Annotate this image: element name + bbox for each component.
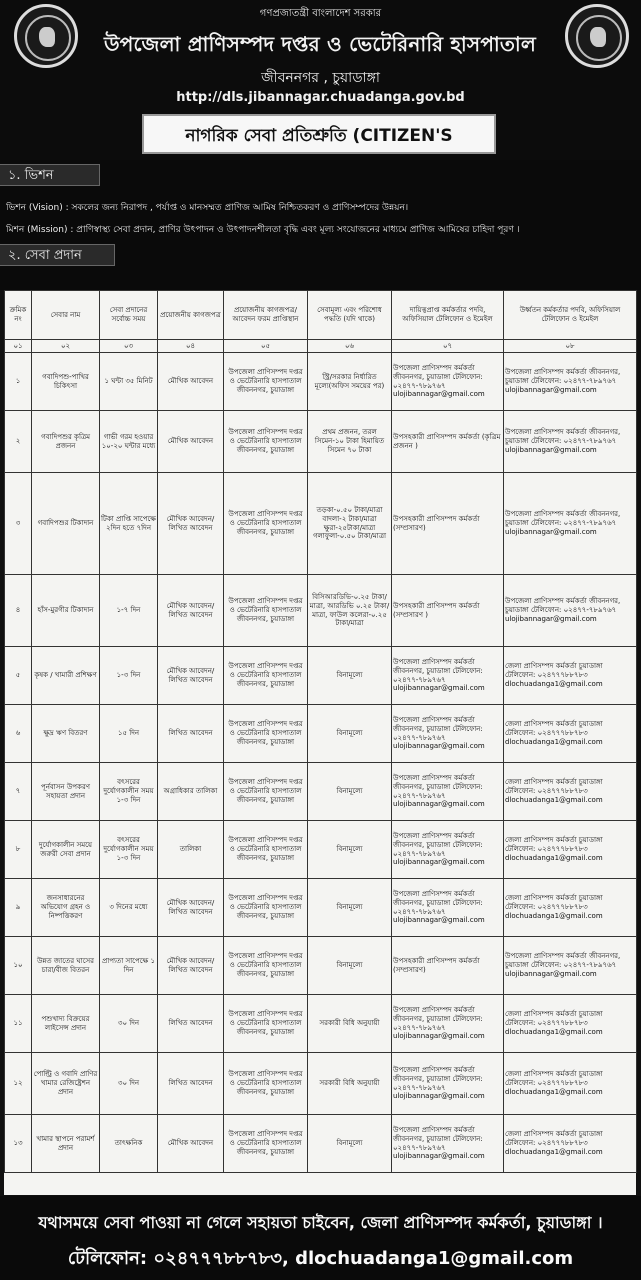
office-location: জীবননগর , চুয়াডাঙ্গা bbox=[261, 70, 380, 86]
vision-mission-section bbox=[0, 160, 641, 290]
cell-docs: তালিকা bbox=[158, 821, 224, 879]
cell-senior: জেলা প্রাণিসম্পদ কর্মকর্তা চুয়াডাঙ্গা টেলিফোন: ০২৪৭৭৭৮৮৭৮৩ dlochuadanga1@gmail.com bbox=[504, 763, 637, 821]
vision-text: ভিশন (Vision) : সকলের জন্য নিরাপদ , পর্যাপ্ত ও মানসম্মত প্রাণিজ আমিষ নিশ্চিতকরণ ও প্রাণিসম্পদের উন্নয়ন। bbox=[6, 203, 409, 213]
cell-fee: বিনামূল্যে bbox=[308, 705, 392, 763]
cell-time: ৩০ দিন bbox=[100, 995, 158, 1053]
cell-where: উপজেলা প্রাণিসম্পদ দপ্তর ও ভেটেরিনারি হাসপাতাল জীবননগর, চুয়াডাঙ্গা bbox=[224, 411, 308, 473]
cell-docs: মৌখিক আবেদন/ লিখিত আবেদন bbox=[158, 937, 224, 995]
website-url[interactable]: http://dls.jibannagar.chuadanga.gov.bd bbox=[176, 90, 465, 105]
cell-sl: ৮ bbox=[5, 821, 32, 879]
table-header-row bbox=[5, 291, 637, 340]
service-table bbox=[4, 290, 637, 1173]
cell-time: ১-৩ দিন bbox=[100, 647, 158, 705]
cell-docs: মৌখিক আবেদন bbox=[158, 411, 224, 473]
cell-fee: বিনামূল্যে bbox=[308, 879, 392, 937]
cell-time: বৎসরের দুর্যোগকালীন সময় ১-৩ দিন bbox=[100, 821, 158, 879]
cell-senior: জেলা প্রাণিসম্পদ কর্মকর্তা চুয়াডাঙ্গা টেলিফোন: ০২৪৭৭৭৮৮৭৮৩ dlochuadanga1@gmail.com bbox=[504, 1115, 637, 1173]
cell-senior: উপজেলা প্রাণিসম্পদ কর্মকর্তা জীবননগর, চুয়াডাঙ্গা টেলিফোন: ০২৪৭৭-৭৮৯৭৬৭ ulojibannagar@gmail.com bbox=[504, 353, 637, 411]
cell-fee: বিনামূল্যে bbox=[308, 821, 392, 879]
col-header: উর্ধ্বতন কর্মকর্তার পদবি, অফিসিয়াল টেলিফোন ও ইমেইল bbox=[504, 291, 637, 340]
cell-fee: বিনামূল্যে bbox=[308, 763, 392, 821]
column-number-row bbox=[5, 340, 637, 353]
cell-where: উপজেলা প্রাণিসম্পদ দপ্তর ও ভেটেরিনারি হাসপাতাল জীবননগর, চুয়াডাঙ্গা bbox=[224, 821, 308, 879]
cell-officer: উপজেলা প্রাণিসম্পদ কর্মকর্তা জীবননগর, চুয়াডাঙ্গা টেলিফোন: ০২৪৭৭-৭৮৯৭৬৭ ulojibannagar@gmail.com bbox=[392, 763, 504, 821]
service-heading: ২. সেবা প্রদান bbox=[0, 244, 115, 266]
cell-senior: জেলা প্রাণিসম্পদ কর্মকর্তা চুয়াডাঙ্গা টেলিফোন: ০২৪৭৭৭৮৮৭৮৩ dlochuadanga1@gmail.com bbox=[504, 879, 637, 937]
col-number: ০৮ bbox=[504, 340, 637, 353]
cell-docs: মৌখিক আবেদন/ লিখিত আবেদন bbox=[158, 473, 224, 575]
cell-senior: উপজেলা প্রাণিসম্পদ কর্মকর্তা জীবননগর, চুয়াডাঙ্গা টেলিফোন: ০২৪৭৭-৭৮৯৭৬৭ ulojibannagar@gmail.com bbox=[504, 473, 637, 575]
cell-time: গাভী গরম হওয়ার ১০-২০ ঘন্টার মধ্যে bbox=[100, 411, 158, 473]
col-number: ০৫ bbox=[224, 340, 308, 353]
cell-where: উপজেলা প্রাণিসম্পদ দপ্তর ও ভেটেরিনারি হাসপাতাল জীবননগর, চুয়াডাঙ্গা bbox=[224, 1115, 308, 1173]
footer-contact: টেলিফোন: ০২৪৭৭৭৮৮৭৮৩, dlochuadanga1@gmail.com bbox=[67, 1248, 574, 1269]
cell-time: প্রাপ্যতা সাপেক্ষে ১ দিন bbox=[100, 937, 158, 995]
cell-name: ক্ষুদ্র ঋণ বিতরণ bbox=[32, 705, 100, 763]
cell-time: ৩ দিনের মধ্যে bbox=[100, 879, 158, 937]
col-number: ০৭ bbox=[392, 340, 504, 353]
cell-where: উপজেলা প্রাণিসম্পদ দপ্তর ও ভেটেরিনারি হাসপাতাল জীবননগর, চুয়াডাঙ্গা bbox=[224, 647, 308, 705]
cell-name: গবাদিপশু-পাখির চিকিৎসা bbox=[32, 353, 100, 411]
table-body bbox=[5, 353, 637, 1173]
cell-name: পোল্ট্রি ও গবাদি প্রাণির খামার রেজিষ্ট্রেশন প্রদান bbox=[32, 1053, 100, 1115]
table-row bbox=[5, 763, 637, 821]
cell-time: তাৎক্ষনিক bbox=[100, 1115, 158, 1173]
cell-officer: উপজেলা প্রাণিসম্পদ কর্মকর্তা জীবননগর, চুয়াডাঙ্গা টেলিফোন: ০২৪৭৭-৭৮৯৭৬৭ ulojibannagar@gmail.com bbox=[392, 1115, 504, 1173]
cell-name: পূর্নবাসন উপকরণ সহায়তা প্রদান bbox=[32, 763, 100, 821]
table-row bbox=[5, 879, 637, 937]
cell-name: গবাদিপশুর কৃত্রিম প্রজনন bbox=[32, 411, 100, 473]
cell-officer: উপসহকারী প্রাণিসম্পদ কর্মকর্তা (সম্প্রসারণ ) bbox=[392, 575, 504, 647]
cell-officer: উপজেলা প্রাণিসম্পদ কর্মকর্তা জীবননগর, চুয়াডাঙ্গা টেলিফোন: ০২৪৭৭-৭৮৯৭৬৭ ulojibannagar@gmail.com bbox=[392, 353, 504, 411]
cell-docs: মৌখিক আবেদন/ লিখিত আবেদন bbox=[158, 647, 224, 705]
cell-where: উপজেলা প্রাণিসম্পদ দপ্তর ও ভেটেরিনারি হাসপাতাল জীবননগর, চুয়াডাঙ্গা bbox=[224, 705, 308, 763]
cell-time: টিকা প্রাপ্তি সাপেক্ষে ২দিন হতে ৭দিন bbox=[100, 473, 158, 575]
cell-senior: উপজেলা প্রাণিসম্পদ কর্মকর্তা জীবননগর, চুয়াডাঙ্গা টেলিফোন: ০২৪৭৭-৭৮৯৭৬৭ ulojibannagar@gmail.com bbox=[504, 411, 637, 473]
cell-officer: উপসহকারী প্রাণিসম্পদ কর্মকর্তা (সম্প্রসারণ) bbox=[392, 473, 504, 575]
col-header: দায়িত্বপ্রাপ্ত কর্মকর্তার পদবি, অফিসিয়াল টেলিফোন ও ইমেইল bbox=[392, 291, 504, 340]
cell-officer: উপজেলা প্রাণিসম্পদ কর্মকর্তা জীবননগর, চুয়াডাঙ্গা টেলিফোন: ০২৪৭৭-৭৮৯৭৬৭ ulojibannagar@gmail.com bbox=[392, 705, 504, 763]
table-row bbox=[5, 647, 637, 705]
cell-sl: ১ bbox=[5, 353, 32, 411]
col-header: সেবা প্রদানের সর্বোচ্চ সময় bbox=[100, 291, 158, 340]
table-row bbox=[5, 821, 637, 879]
cell-time: ১৫ দিন bbox=[100, 705, 158, 763]
cell-officer: উপজেলা প্রাণিসম্পদ কর্মকর্তা জীবননগর, চুয়াডাঙ্গা টেলিফোন: ০২৪৭৭-৭৮৯৭৬৭ ulojibannagar@gmail.com bbox=[392, 647, 504, 705]
government-title: গণপ্রজাতন্ত্রী বাংলাদেশ সরকার bbox=[259, 8, 382, 19]
cell-sl: ১১ bbox=[5, 995, 32, 1053]
cell-where: উপজেলা প্রাণিসম্পদ দপ্তর ও ভেটেরিনারি হাসপাতাল জীবননগর, চুয়াডাঙ্গা bbox=[224, 995, 308, 1053]
cell-docs: লিখিত আবেদন bbox=[158, 1053, 224, 1115]
cell-sl: ৩ bbox=[5, 473, 32, 575]
cell-where: উপজেলা প্রাণিসম্পদ দপ্তর ও ভেটেরিনারি হাসপাতাল জীবননগর, চুয়াডাঙ্গা bbox=[224, 353, 308, 411]
cell-fee: প্রথম প্রজনন, তরল সিমেন-১০ টাকা হিমায়িত সিমেন ৭০ টাকা bbox=[308, 411, 392, 473]
footer-help-text: যথাসময়ে সেবা পাওয়া না গেলে সহায়তা চাইবেন, জেলা প্রাণিসম্পদ কর্মকর্তা, চুয়াডাঙ্গা । bbox=[38, 1213, 603, 1232]
table-row bbox=[5, 937, 637, 995]
cell-docs: মৌখিক আবেদন bbox=[158, 353, 224, 411]
cell-where: উপজেলা প্রাণিসম্পদ দপ্তর ও ভেটেরিনারি হাসপাতাল জীবননগর, চুয়াডাঙ্গা bbox=[224, 879, 308, 937]
cell-fee: বিনামূল্যে bbox=[308, 937, 392, 995]
cell-sl: ৫ bbox=[5, 647, 32, 705]
table-row bbox=[5, 1115, 637, 1173]
table-row bbox=[5, 995, 637, 1053]
cell-sl: ১৩ bbox=[5, 1115, 32, 1173]
cell-senior: জেলা প্রাণিসম্পদ কর্মকর্তা চুয়াডাঙ্গা টেলিফোন: ০২৪৭৭৭৮৮৭৮৩ dlochuadanga1@gmail.com bbox=[504, 995, 637, 1053]
cell-fee: বিসিআরডিভি-০.২৫ টাকা/মাত্রা, আরডিভি ০.২৫ টাকা/মাত্রা, ফাউল কলেরা-০.২৫ টাকা/মাত্রা bbox=[308, 575, 392, 647]
cell-sl: ৯ bbox=[5, 879, 32, 937]
cell-fee: সরকারী বিধি অনুযায়ী bbox=[308, 995, 392, 1053]
table-row bbox=[5, 353, 637, 411]
cell-name: কৃষক / খামারী প্রশিক্ষণ bbox=[32, 647, 100, 705]
cell-docs: মৌখিক আবেদন/ লিখিত আবেদন bbox=[158, 879, 224, 937]
cell-fee: স্ট্রি/সরকার নির্ধারিত মূল্যে(অফিস সময়ের পর) bbox=[308, 353, 392, 411]
cell-fee: সরকারী বিধি অনুযায়ী bbox=[308, 1053, 392, 1115]
cell-time: বৎসরের দুর্যোগকালীন সময় ১-৩ দিন bbox=[100, 763, 158, 821]
cell-where: উপজেলা প্রাণিসম্পদ দপ্তর ও ভেটেরিনারি হাসপাতাল জীবননগর, চুয়াডাঙ্গা bbox=[224, 575, 308, 647]
cell-officer: উপজেলা প্রাণিসম্পদ কর্মকর্তা জীবননগর, চুয়াডাঙ্গা টেলিফোন: ০২৪৭৭-৭৮৯৭৬৭ ulojibannagar@gmail.com bbox=[392, 821, 504, 879]
cell-fee: তড়কা-০.৫০ টাকা/মাত্রা বাদলা-২ টাকা/মাত্রা ক্ষুরা-২৫টাকা/মাত্রা গলাফুলা-০.৫০ টাকা/মাত্রা bbox=[308, 473, 392, 575]
cell-senior: জেলা প্রাণিসম্পদ কর্মকর্তা চুয়াডাঙ্গা টেলিফোন: ০২৪৭৭৭৮৮৭৮৩ dlochuadanga1@gmail.com bbox=[504, 705, 637, 763]
office-title: উপজেলা প্রাণিসম্পদ দপ্তর ও ভেটেরিনারি হাসপাতাল bbox=[103, 32, 537, 56]
col-number: ০৩ bbox=[100, 340, 158, 353]
cell-name: উন্নত জাতের ঘাসের চারা/বীজ বিতরন bbox=[32, 937, 100, 995]
cell-officer: উপসহকারী প্রাণিসম্পদ কর্মকর্তা (কৃত্রিম প্রজনন ) bbox=[392, 411, 504, 473]
col-header: প্রয়োজনীয় কাগজপত্র/ আবেদন ফরম প্রাপ্তিস্থান bbox=[224, 291, 308, 340]
cell-time: ১ ঘন্টা ৩৫ মিনিট bbox=[100, 353, 158, 411]
cell-name: পশুখাদ্য বিক্রয়ের লাইসেন্স প্রদান bbox=[32, 995, 100, 1053]
cell-senior: জেলা প্রাণিসম্পদ কর্মকর্তা চুয়াডাঙ্গা টেলিফোন: ০২৪৭৭৭৮৮৭৮৩ dlochuadanga1@gmail.com bbox=[504, 647, 637, 705]
table-row bbox=[5, 575, 637, 647]
footer bbox=[0, 1196, 641, 1280]
table-row bbox=[5, 411, 637, 473]
cell-name: খামার স্থাপনে পরামর্শ প্রদান bbox=[32, 1115, 100, 1173]
col-header: ক্রমিক নং bbox=[5, 291, 32, 340]
cell-sl: ২ bbox=[5, 411, 32, 473]
cell-senior: জেলা প্রাণিসম্পদ কর্মকর্তা চুয়াডাঙ্গা টেলিফোন: ০২৪৭৭৭৮৮৭৮৩ dlochuadanga1@gmail.com bbox=[504, 821, 637, 879]
cell-name: দুর্যোগকালীন সময়ে জরুরী সেবা প্রদান bbox=[32, 821, 100, 879]
cell-fee: বিনামূল্যে bbox=[308, 647, 392, 705]
cell-docs: লিখিত আবেদন bbox=[158, 995, 224, 1053]
cell-time: ৩০ দিন bbox=[100, 1053, 158, 1115]
cell-docs: অগ্রাধিকার তালিকা bbox=[158, 763, 224, 821]
cell-sl: ৬ bbox=[5, 705, 32, 763]
cell-where: উপজেলা প্রাণিসম্পদ দপ্তর ও ভেটেরিনারি হাসপাতাল জীবননগর, চুয়াডাঙ্গা bbox=[224, 473, 308, 575]
cell-senior: জেলা প্রাণিসম্পদ কর্মকর্তা চুয়াডাঙ্গা টেলিফোন: ০২৪৭৭৭৮৮৭৮৩ dlochuadanga1@gmail.com bbox=[504, 1053, 637, 1115]
table-row bbox=[5, 1053, 637, 1115]
cell-docs: মৌখিক আবেদন bbox=[158, 1115, 224, 1173]
cell-where: উপজেলা প্রাণিসম্পদ দপ্তর ও ভেটেরিনারি হাসপাতাল জীবননগর, চুয়াডাঙ্গা bbox=[224, 763, 308, 821]
cell-docs: মৌখিক আবেদন/ লিখিত আবেদন bbox=[158, 575, 224, 647]
col-number: ০১ bbox=[5, 340, 32, 353]
mission-text: মিশন (Mission) : প্রাণিস্বাস্থ্য সেবা প্রদান, প্রাণির উৎপাদন ও উৎপাদনশীলতা বৃদ্ধি এবং মূল্য সংযোজনের মাধ্যমে প্রাণিজ আমিষের চাহিদা পূরণ । bbox=[6, 225, 520, 235]
cell-name: জনসাধারনের অভিযোগ গ্রহন ও নিষ্পত্তিকরণ bbox=[32, 879, 100, 937]
cell-fee: বিনামূল্যে bbox=[308, 1115, 392, 1173]
col-header: প্রয়োজনীয় কাগজপত্র bbox=[158, 291, 224, 340]
cell-officer: উপজেলা প্রাণিসম্পদ কর্মকর্তা জীবননগর, চুয়াডাঙ্গা টেলিফোন: ০২৪৭৭-৭৮৯৭৬৭ ulojibannagar@gmail.com bbox=[392, 879, 504, 937]
cell-sl: ৪ bbox=[5, 575, 32, 647]
col-header: সেবার নাম bbox=[32, 291, 100, 340]
col-number: ০২ bbox=[32, 340, 100, 353]
table-row bbox=[5, 473, 637, 575]
cell-name: গবাদিপশুর টিকাদান bbox=[32, 473, 100, 575]
cell-officer: উপসহকারী প্রাণিসম্পদ কর্মকর্তা (সম্প্রসারণ) bbox=[392, 937, 504, 995]
cell-sl: ৭ bbox=[5, 763, 32, 821]
cell-senior: উপজেলা প্রাণিসম্পদ কর্মকর্তা জীবননগর, চুয়াডাঙ্গা টেলিফোন: ০২৪৭৭-৭৮৯৭৬৭ ulojibannagar@gmail.com bbox=[504, 937, 637, 995]
cell-officer: উপজেলা প্রাণিসম্পদ কর্মকর্তা জীবননগর, চুয়াডাঙ্গা টেলিফোন: ০২৪৭৭-৭৮৯৭৬৭ ulojibannagar@gmail.com bbox=[392, 1053, 504, 1115]
cell-time: ১-৭ দিন bbox=[100, 575, 158, 647]
cell-where: উপজেলা প্রাণিসম্পদ দপ্তর ও ভেটেরিনারি হাসপাতাল জীবননগর, চুয়াডাঙ্গা bbox=[224, 937, 308, 995]
cell-docs: লিখিত আবেদন bbox=[158, 705, 224, 763]
col-header: সেবামূল্য এবং পরিশোধ পদ্ধতি (যদি থাকে) bbox=[308, 291, 392, 340]
cell-where: উপজেলা প্রাণিসম্পদ দপ্তর ও ভেটেরিনারি হাসপাতাল জীবননগর, চুয়াডাঙ্গা bbox=[224, 1053, 308, 1115]
col-number: ০৪ bbox=[158, 340, 224, 353]
col-number: ০৬ bbox=[308, 340, 392, 353]
cell-sl: ১২ bbox=[5, 1053, 32, 1115]
table-row bbox=[5, 705, 637, 763]
cell-name: হাঁস-মুরগীর টিকাদান bbox=[32, 575, 100, 647]
citizen-charter-title: নাগরিক সেবা প্রতিশ্রুতি (CITIZEN'S bbox=[142, 114, 496, 154]
vision-heading: ১. ভিশন bbox=[0, 164, 100, 186]
cell-officer: উপজেলা প্রাণিসম্পদ কর্মকর্তা জীবননগর, চুয়াডাঙ্গা টেলিফোন: ০২৪৭৭-৭৮৯৭৬৭ ulojibannagar@gmail.com bbox=[392, 995, 504, 1053]
cell-senior: উপজেলা প্রাণিসম্পদ কর্মকর্তা জীবননগর, চুয়াডাঙ্গা টেলিফোন: ০২৪৭৭-৭৮৯৭৬৭ ulojibannagar@gmail.com bbox=[504, 575, 637, 647]
cell-sl: ১০ bbox=[5, 937, 32, 995]
header bbox=[0, 0, 641, 160]
